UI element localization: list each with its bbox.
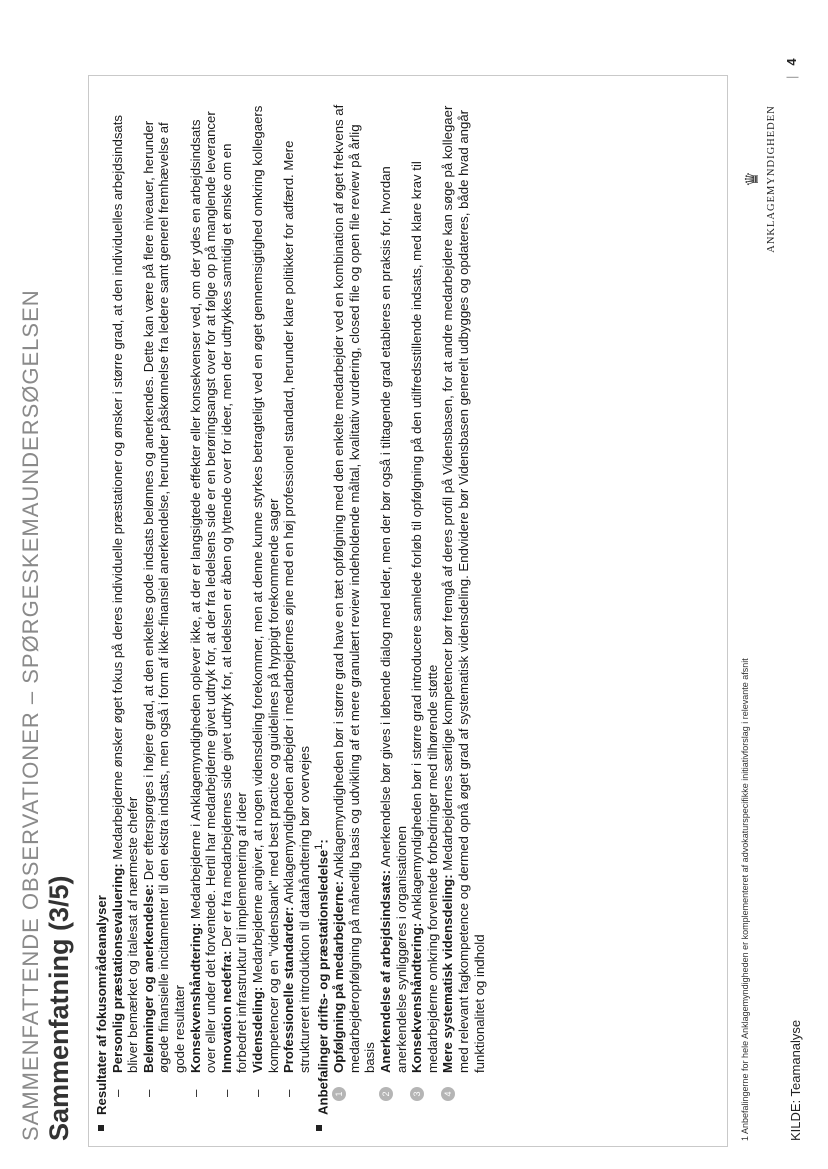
dash-icon: –: [109, 1089, 125, 1097]
number-circle-icon: 4: [441, 1087, 455, 1101]
numbered-item: 2 Anerkendelse af arbejdsindsats: Anerkendelse bør gives i løbende dialog med leder, men der bør også i tiltagende grad etableres en praksis for, hvordan anerkendelse synliggøres i organisationen: [378, 91, 409, 1131]
divider: |: [784, 75, 799, 79]
number-circle-icon: 2: [379, 1087, 393, 1101]
results-heading: Resultater af fokusområdeanalyser: [94, 91, 110, 1131]
list-item: – Konsekvenshåndtering: Medarbejderne i Anklagemyndigheden oplever ikke, at der er langsigtede effekter eller konsekvenser ved, om der ydes en arbejdsindsats over eller under det forventede. Hertil har medarbejderne givet udtryk for, at der fra ledelsens side er en berøringsangst over for at følge op på manglende leverancer: [187, 111, 219, 1097]
list-item: – Belønninger og anerkendelse: Der efterspørges i højere grad, at den enkeltes gode indsats belønnes og anerkendes. Dette kan være på flere niveauer, herunder øgede finansielle incitamenter til den ekstra indsats, men også i form af ikke-finansiel anerkendelse, herunder påskønnelse fra ledere samt generel fremhævelse af gode resultater: [140, 120, 187, 1097]
numbered-item: 4 Mere systematisk vidensdeling: Medarbejdernes særlige kompetencer bør fremgå af deres profil på Vidensbasen, for at andre medarbejdere kan søge på kollegaer med relevant fagkompetence og dermed opnå øget grad af systematisk vidensdeling. Endvidere bør Vidensbasen generelt udbygges og opdateres, både hvad angår funktionalitet og indhold: [440, 91, 487, 1131]
square-bullet-icon: [98, 1125, 104, 1131]
footnote: 1 Anbefalingerne for hele Anklagemyndigheden er komplementeret af advokaturspecifikke initiativforslag i relevante afsnit: [740, 658, 750, 1141]
content-body: [94, 91, 487, 1131]
source-line: KILDE: Teamanalyse: [788, 1019, 803, 1141]
dash-icon: –: [218, 1089, 234, 1097]
logo-wordmark: ANKLAGEMYNDIGHEDEN: [766, 105, 777, 253]
dash-icon: –: [249, 1089, 265, 1097]
dash-icon: –: [140, 1089, 156, 1097]
number-circle-icon: 1: [332, 1087, 346, 1101]
list-item: – Vidensdeling: Medarbejderne angiver, at nogen vidensdeling forekommer, men at denne kunne styrkes betragteligt ved en øget gennemsigtighed omkring kollegaers kompetencer og en "vidensbank" med best practice og guidelines på hyppigt forekommende sager: [249, 105, 281, 1097]
recommendations-heading: Anbefalinger drifts- og præstationsledelse$^1$:: [312, 91, 331, 1131]
logo: [742, 94, 777, 264]
list-item: – Professionelle standarder: Anklagemyndigheden arbejder i medarbejdernes øjne med en høj professionel standard, herunder klare politikker for adfærd. Mere struktureret introduktion til datahåndtering bør overvejes: [281, 140, 312, 1097]
list-item: – Personlig præstationsevaluering: Medarbejderne ønsker øget fokus på deres individuelle præstationer og ønsker i større grad, at den individuelles arbejdsindsats bliver bemærket og italesat af nærmeste chefer: [109, 114, 141, 1097]
page-title: Sammenfatning (3/5): [44, 875, 74, 1141]
square-bullet-icon: [316, 1125, 322, 1131]
numbered-item: 3 Konsekvenshåndtering: Anklagemyndigheden bør i større grad introducere samlede forløb til opfølgning på den utilfredsstillende indsats, med klare krav til medarbejderne omkring forventede forbedringer med tilhørende støtte: [409, 91, 440, 1131]
dash-icon: –: [281, 1089, 297, 1097]
number-circle-icon: 3: [410, 1087, 424, 1101]
page-number: |4: [784, 58, 799, 79]
list-item: – Innovation nedefra: Der er fra medarbejdernes side givet udtryk for, at ledelsen er åben og lyttende over for ideer, men der udtrykkes samtidig et ønske om en forbedret infrastruktur til implementering af ideer: [218, 143, 250, 1097]
dash-icon: –: [187, 1089, 203, 1097]
numbered-item: 1 Opfølgning på medarbejderne: Anklagemyndigheden bør i større grad have en tæt opfølgning med den enkelte medarbejder ved en kombination af øget frekvens af medarbejderopfølgning på månedlig basis og udvikling af et mere granulært review indeholdende måltal, kvalitativ vurdering, closed file og open file review på årlig basis: [331, 91, 378, 1131]
crown-icon: ♛: [742, 170, 762, 188]
section-overline: SAMMENFATTENDE OBSERVATIONER – SPØRGESKEMAUNDERSØGELSEN: [18, 289, 43, 1141]
